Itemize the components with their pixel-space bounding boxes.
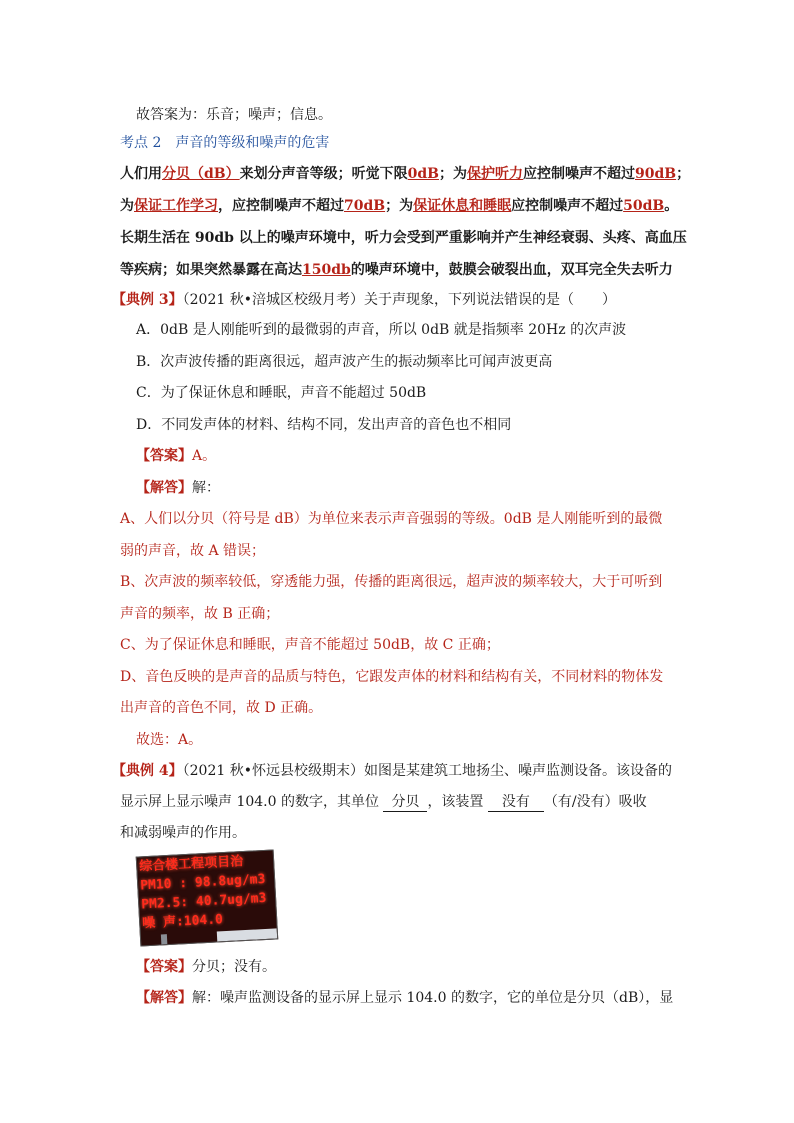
- solution-line: 出声音的音色不同，故 D 正确。: [120, 700, 323, 716]
- section-prefix: 考点 2: [120, 135, 162, 151]
- solution-row: [136, 989, 673, 1007]
- answer-value: A。: [192, 448, 217, 464]
- example-3-stem: [112, 291, 616, 309]
- keyword: 保证工作学习: [134, 198, 218, 214]
- option-c: C．为了保证休息和睡眠，声音不能超过 50dB: [136, 385, 427, 401]
- solution-line: 声音的频率，故 B 正确；: [120, 606, 280, 622]
- question-text: （2021 秋•怀远县校级期末）如图是某建筑工地扬尘、噪声监测设备。该设备的: [182, 763, 672, 779]
- question-text: （2021 秋•涪城区校级月考）关于声现象，下列说法错误的是（ ）: [182, 292, 616, 308]
- solution-line: D、音色反映的是声音的品质与特色，它跟发声体的材料和结构有关，不同材料的物体发: [120, 669, 664, 685]
- question-line: [120, 793, 647, 812]
- solution-line: A、人们以分贝（符号是 dB）为单位来表示声音强弱的等级。0dB 是人刚能听到的最微: [120, 511, 663, 527]
- answer-blank: 没有: [488, 793, 544, 812]
- text: ，应控制噪声不超过: [218, 198, 344, 214]
- keyword: 保护听力: [467, 166, 523, 182]
- answer-tag: 【答案】: [136, 959, 192, 975]
- solution-tag: 【解答】: [136, 990, 192, 1006]
- solution-line: C、为了保证休息和睡眠，声音不能超过 50dB，故 C 正确；: [120, 637, 500, 653]
- text: 应控制噪声不超过: [523, 166, 635, 182]
- question-text: ，该装置: [427, 794, 484, 810]
- solution-tag: 【解答】: [136, 480, 192, 496]
- background-sky: [217, 928, 277, 941]
- text: ；为: [385, 198, 414, 214]
- answer-line: 故答案为：乐音；噪声；信息。: [136, 107, 332, 123]
- option-d: D．不同发声体的材料、结构不同，发出声音的音色也不相同: [136, 417, 512, 433]
- text: ；为: [439, 166, 467, 182]
- answer-row: [136, 447, 216, 465]
- keyword: 150db: [302, 262, 351, 278]
- section-title: 声音的等级和噪声的危害: [175, 135, 330, 151]
- keyword: 50dB: [623, 198, 665, 214]
- paragraph-line: [120, 165, 690, 183]
- led-row: 噪 声:104.0: [141, 912, 224, 932]
- question-text: 显示屏上显示噪声 104.0 的数字，其单位: [120, 794, 379, 810]
- paragraph-line: [120, 197, 678, 215]
- text: 应控制噪声不超过: [511, 198, 624, 214]
- text: 的噪声环境中，鼓膜会破裂出血，双耳完全失去听力: [350, 262, 673, 278]
- solution-text: 解：: [192, 480, 220, 496]
- example-tag: 【典例 4】: [112, 763, 183, 779]
- option-b: B．次声波传播的距离很远，超声波产生的振动频率比可闻声波更高: [136, 354, 553, 370]
- answer-value: 分贝；没有。: [192, 959, 276, 975]
- led-row: PM10 : 98.8ug/m3: [139, 871, 266, 894]
- keyword: 分贝（dB）: [162, 166, 240, 182]
- text: 人们用: [120, 166, 162, 182]
- question-line: 和减弱噪声的作用。: [120, 825, 246, 841]
- text: 。: [664, 198, 679, 214]
- paragraph-line: 长期生活在 90db 以上的噪声环境中，听力会受到严重影响并产生神经衰弱、头疼、高血压: [120, 230, 687, 246]
- text: 等疾病；如果突然暴露在高达: [120, 262, 302, 278]
- text: 为: [120, 198, 134, 214]
- keyword: 70dB: [344, 198, 386, 214]
- keyword: 0dB: [407, 166, 439, 182]
- text: ；: [676, 166, 691, 182]
- paragraph-line: [120, 261, 673, 279]
- solution-row: [136, 479, 220, 497]
- noise-monitor-photo: [136, 849, 279, 946]
- led-row: PM2.5: 40.7ug/m3: [140, 890, 267, 913]
- answer-blank: 分贝: [383, 793, 427, 812]
- solution-text: 解：噪声监测设备的显示屏上显示 104.0 的数字，它的单位是分贝（dB），显: [192, 990, 674, 1006]
- example-4-stem: [112, 762, 672, 780]
- section-heading: [120, 134, 329, 152]
- keyword: 90dB: [635, 166, 677, 182]
- answer-tag: 【答案】: [136, 448, 192, 464]
- pole: [161, 934, 168, 944]
- keyword: 保证休息和睡眠: [413, 198, 512, 214]
- text: 来划分声音等级；听觉下限: [239, 166, 408, 182]
- option-a: A．0dB 是人刚能听到的最微弱的声音，所以 0dB 就是指频率 20Hz 的次声波: [136, 322, 627, 338]
- answer-row: [136, 958, 276, 976]
- solution-line: B、次声波的频率较低，穿透能力强，传播的距离很远，超声波的频率较大，大于可听到: [120, 574, 663, 590]
- question-text: （有/没有）吸收: [543, 794, 647, 810]
- solution-line: 弱的声音，故 A 错误；: [120, 543, 266, 559]
- example-tag: 【典例 3】: [112, 292, 183, 308]
- final-choice: 故选：A。: [136, 732, 203, 748]
- led-row: 综合楼工程项目治: [138, 854, 244, 875]
